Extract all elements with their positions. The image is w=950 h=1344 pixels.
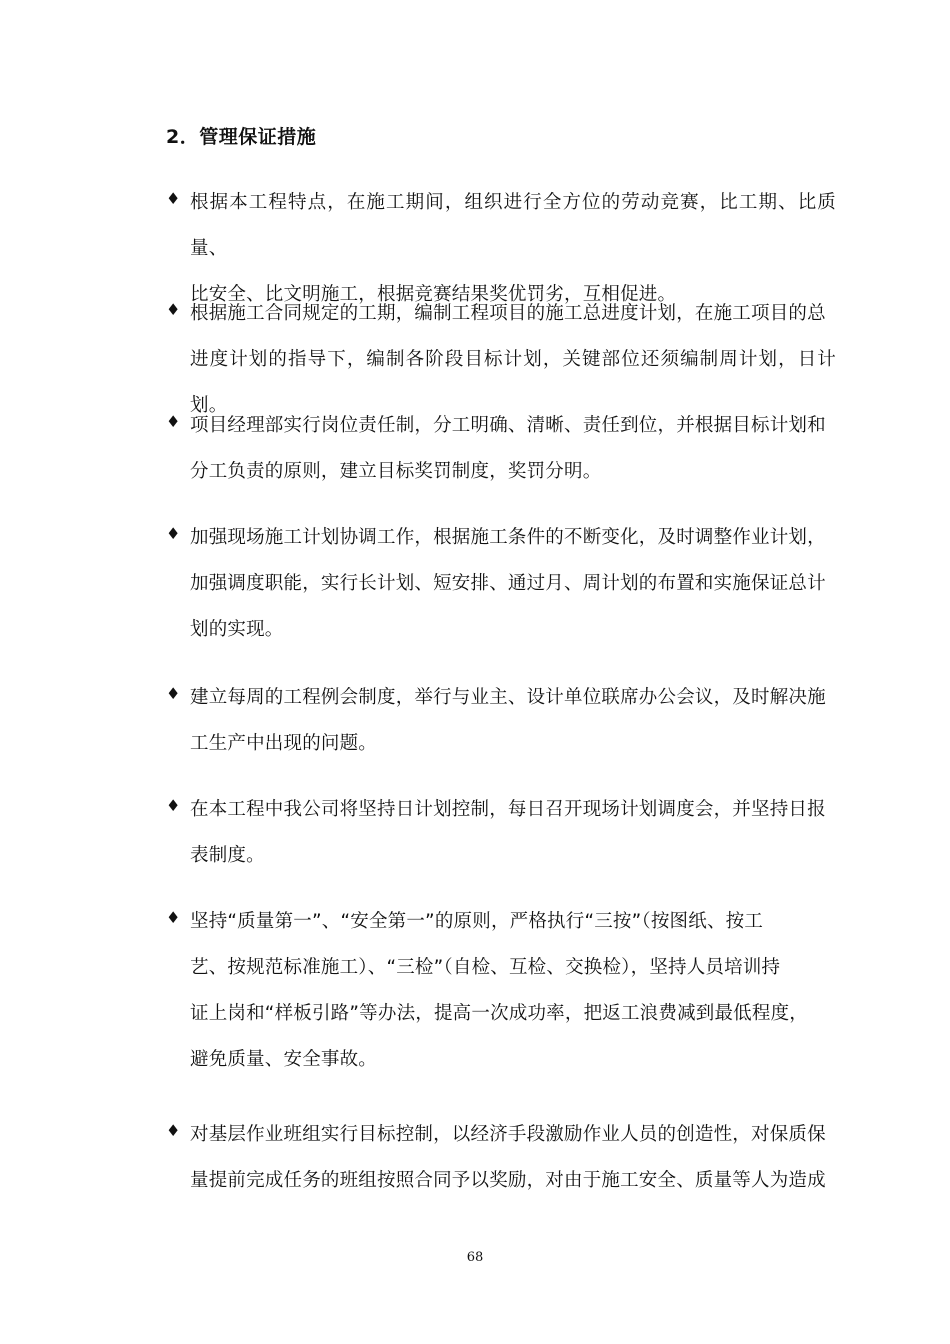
text-line: 在本工程中我公司将坚持日计划控制，每日召开现场计划调度会，并坚持日报 [190,799,826,820]
page-number: 68 [466,1250,484,1265]
text-line: 分工负责的原则，建立目标奖罚制度，奖罚分明。 [190,461,602,482]
list-item-text [190,787,836,879]
bullet-diamond-icon: ♦ [166,908,181,927]
section-heading: 2．管理保证措施 [166,126,317,148]
text-line: 证上岗和“样板引路”等办法，提高一次成功率，把返工浪费减到最低程度， [190,1003,808,1024]
text-line: 表制度。 [190,845,265,866]
list-item-text [190,515,836,653]
list-item-text [190,899,836,1083]
text-line: 加强调度职能，实行长计划、短安排、通过月、周计划的布置和实施保证总计 [190,573,826,594]
list-item [166,1112,836,1204]
list-item-text [190,675,836,767]
list-item [166,675,836,767]
text-line: 避免质量、安全事故。 [190,1049,378,1070]
bullet-diamond-icon: ♦ [166,412,181,431]
text-line: 工生产中出现的问题。 [190,733,378,754]
text-line: 项目经理部实行岗位责任制，分工明确、清晰、责任到位，并根据目标计划和 [190,415,826,436]
bullet-diamond-icon: ♦ [166,524,181,543]
text-line: 量提前完成任务的班组按照合同予以奖励，对由于施工安全、质量等人为造成 [190,1170,826,1191]
text-line: 根据本工程特点，在施工期间，组织进行全方位的劳动竞赛，比工期、比质量、 [190,192,836,259]
text-line: 建立每周的工程例会制度，举行与业主、设计单位联席办公会议，及时解决施 [190,687,826,708]
text-line: 比安全、比文明施工，根据竞赛结果奖优罚劣，互相促进。 [190,284,677,305]
bullet-diamond-icon: ♦ [166,300,181,319]
list-item [166,515,836,653]
list-item [166,403,836,495]
text-line: 坚持“质量第一”、“安全第一”的原则，严格执行“三按”（按图纸、按工 [190,911,764,932]
bullet-diamond-icon: ♦ [166,796,181,815]
text-line: 艺、按规范标准施工）、“三检”（自检、互检、交换检），坚持人员培训持 [190,957,781,978]
text-line: 划的实现。 [190,619,284,640]
list-item-text [190,403,836,495]
text-line: 进度计划的指导下，编制各阶段目标计划，关键部位还须编制周计划，日计划。 [190,349,836,416]
text-line: 根据施工合同规定的工期，编制工程项目的施工总进度计划，在施工项目的总 [190,303,826,324]
list-item [166,899,836,1083]
text-line: 加强现场施工计划协调工作，根据施工条件的不断变化，及时调整作业计划， [190,527,826,548]
bullet-diamond-icon: ♦ [166,189,181,208]
bullet-diamond-icon: ♦ [166,684,181,703]
text-line: 对基层作业班组实行目标控制，以经济手段激励作业人员的创造性，对保质保 [190,1124,826,1145]
list-item [166,787,836,879]
bullet-diamond-icon: ♦ [166,1121,181,1140]
list-item-text [190,1112,836,1204]
